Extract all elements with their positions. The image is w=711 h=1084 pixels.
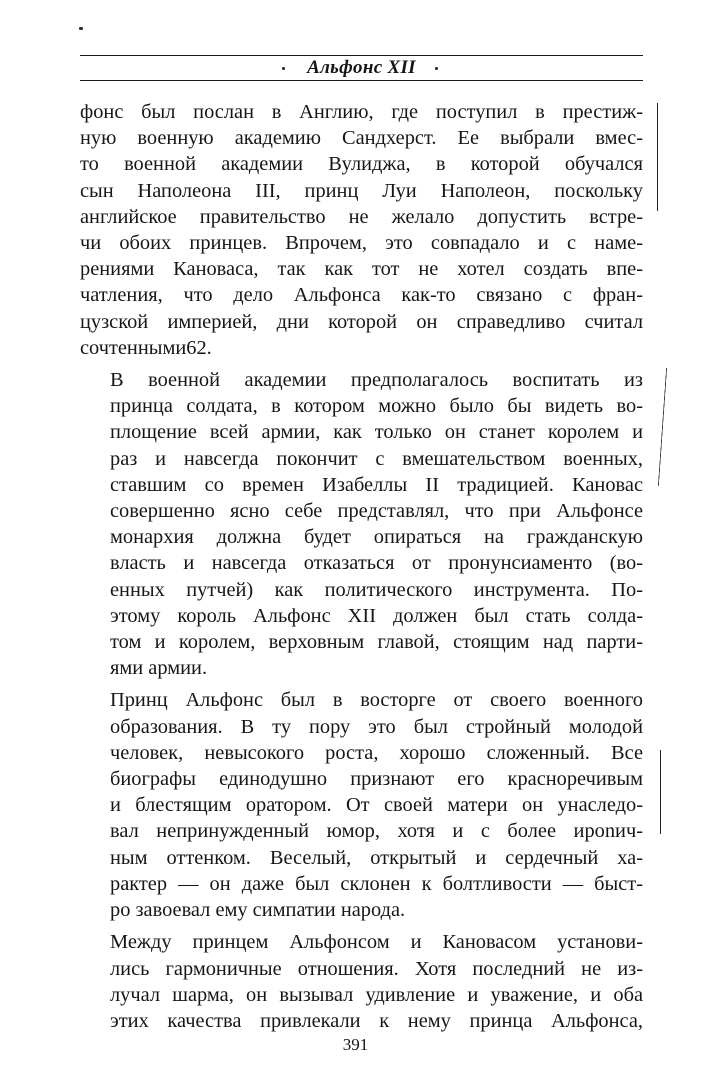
text-line: рактер — он даже был склонен к болтливости — быст-	[110, 872, 643, 895]
text-line: этих качества привлекали к нему принца Альфонса,	[110, 1009, 643, 1032]
text-line: биографы единодушно признают его красноречивым	[110, 768, 643, 791]
text-line: фонс был послан в Англию, где поступил в престиж-	[80, 101, 643, 123]
body-text	[80, 99, 643, 1034]
text-line: Между принцем Альфонсом и Кановасом установи-	[110, 931, 643, 954]
text-line: Принц Альфонс был в восторге от своего военного	[110, 689, 643, 712]
text-line: лучал шарма, он вызывал удивление и уважение, и оба	[110, 983, 643, 1006]
text-line: сочтенными62.	[80, 336, 212, 359]
text-line: совершенно ясно себе представлял, что при Альфонсе	[110, 500, 643, 523]
text-line: ями армии.	[110, 657, 208, 680]
paragraph	[80, 929, 643, 1034]
paragraph	[80, 99, 643, 361]
text-line: вал непринужденный юмор, хотя и с более ирonич-	[110, 820, 643, 843]
text-line: чи обоих принцев. Впрочем, это совпадало и с наме-	[80, 232, 643, 255]
margin-pencil-mark	[660, 750, 661, 834]
text-line: монархия должна будет опираться на гражданскую	[110, 526, 643, 549]
text-line: ным оттенком. Веселый, открытый и сердечный ха-	[110, 846, 643, 869]
text-line: ную военную академию Сандхерст. Ее выбрали вмес-	[80, 127, 643, 150]
text-line: власть и навсегда отказаться от пронунсиаменто (во-	[110, 552, 643, 575]
text-line: том и королем, верховным главой, стоящим над парти-	[110, 631, 643, 654]
text-line: этому король Альфонс XII должен был стать солда-	[110, 604, 643, 627]
page-number: 391	[342, 1035, 369, 1054]
text-line: енных путчей) как политического инструмента. По-	[110, 578, 643, 601]
margin-pencil-mark	[658, 368, 667, 486]
text-line: и блестящим оратором. От своей матери он унаследо-	[110, 794, 643, 817]
text-line: В военной академии предполагалось воспитать из	[110, 369, 643, 392]
text-line: рениями Кановаса, так как тот не хотел создать впе-	[80, 258, 643, 281]
header-rule-bottom	[80, 80, 643, 81]
text-line: человек, невысокого роста, хорошо сложенный. Все	[110, 741, 643, 764]
text-line: лись гармоничные отношения. Хотя последний не из-	[110, 957, 643, 980]
text-line: раз и навсегда покончит с вмешательством военных,	[110, 447, 643, 470]
text-line: ставшим со времен Изабеллы II традицией. Кановас	[110, 473, 643, 496]
margin-pencil-mark	[657, 103, 658, 211]
text-line: английское правительство не желало допустить встре-	[80, 205, 643, 228]
text-line: образования. В ту пору это был стройный молодой	[110, 715, 643, 738]
text-line: принца солдата, в котором можно было бы видеть во-	[110, 395, 643, 418]
text-line: ро завоевал ему симпатии народа.	[110, 899, 406, 922]
text-line: площение всей армии, как только он станет королем и	[110, 421, 643, 444]
paragraph	[80, 367, 643, 681]
running-head: Альфонс XII	[307, 57, 416, 78]
text-line: то военной академии Вулиджа, в которой обучался	[80, 153, 643, 176]
text-line: сын Наполеона III, принц Луи Наполеон, поскольку	[80, 179, 643, 202]
header-dot-left	[282, 67, 285, 70]
text-line: чатления, что дело Альфонса как-то связано с фран-	[80, 284, 643, 307]
print-speck	[79, 27, 83, 30]
header-dot-right	[435, 67, 438, 70]
paragraph	[80, 687, 643, 923]
text-line: цузской империей, дни которой он справедливо считал	[80, 310, 643, 333]
